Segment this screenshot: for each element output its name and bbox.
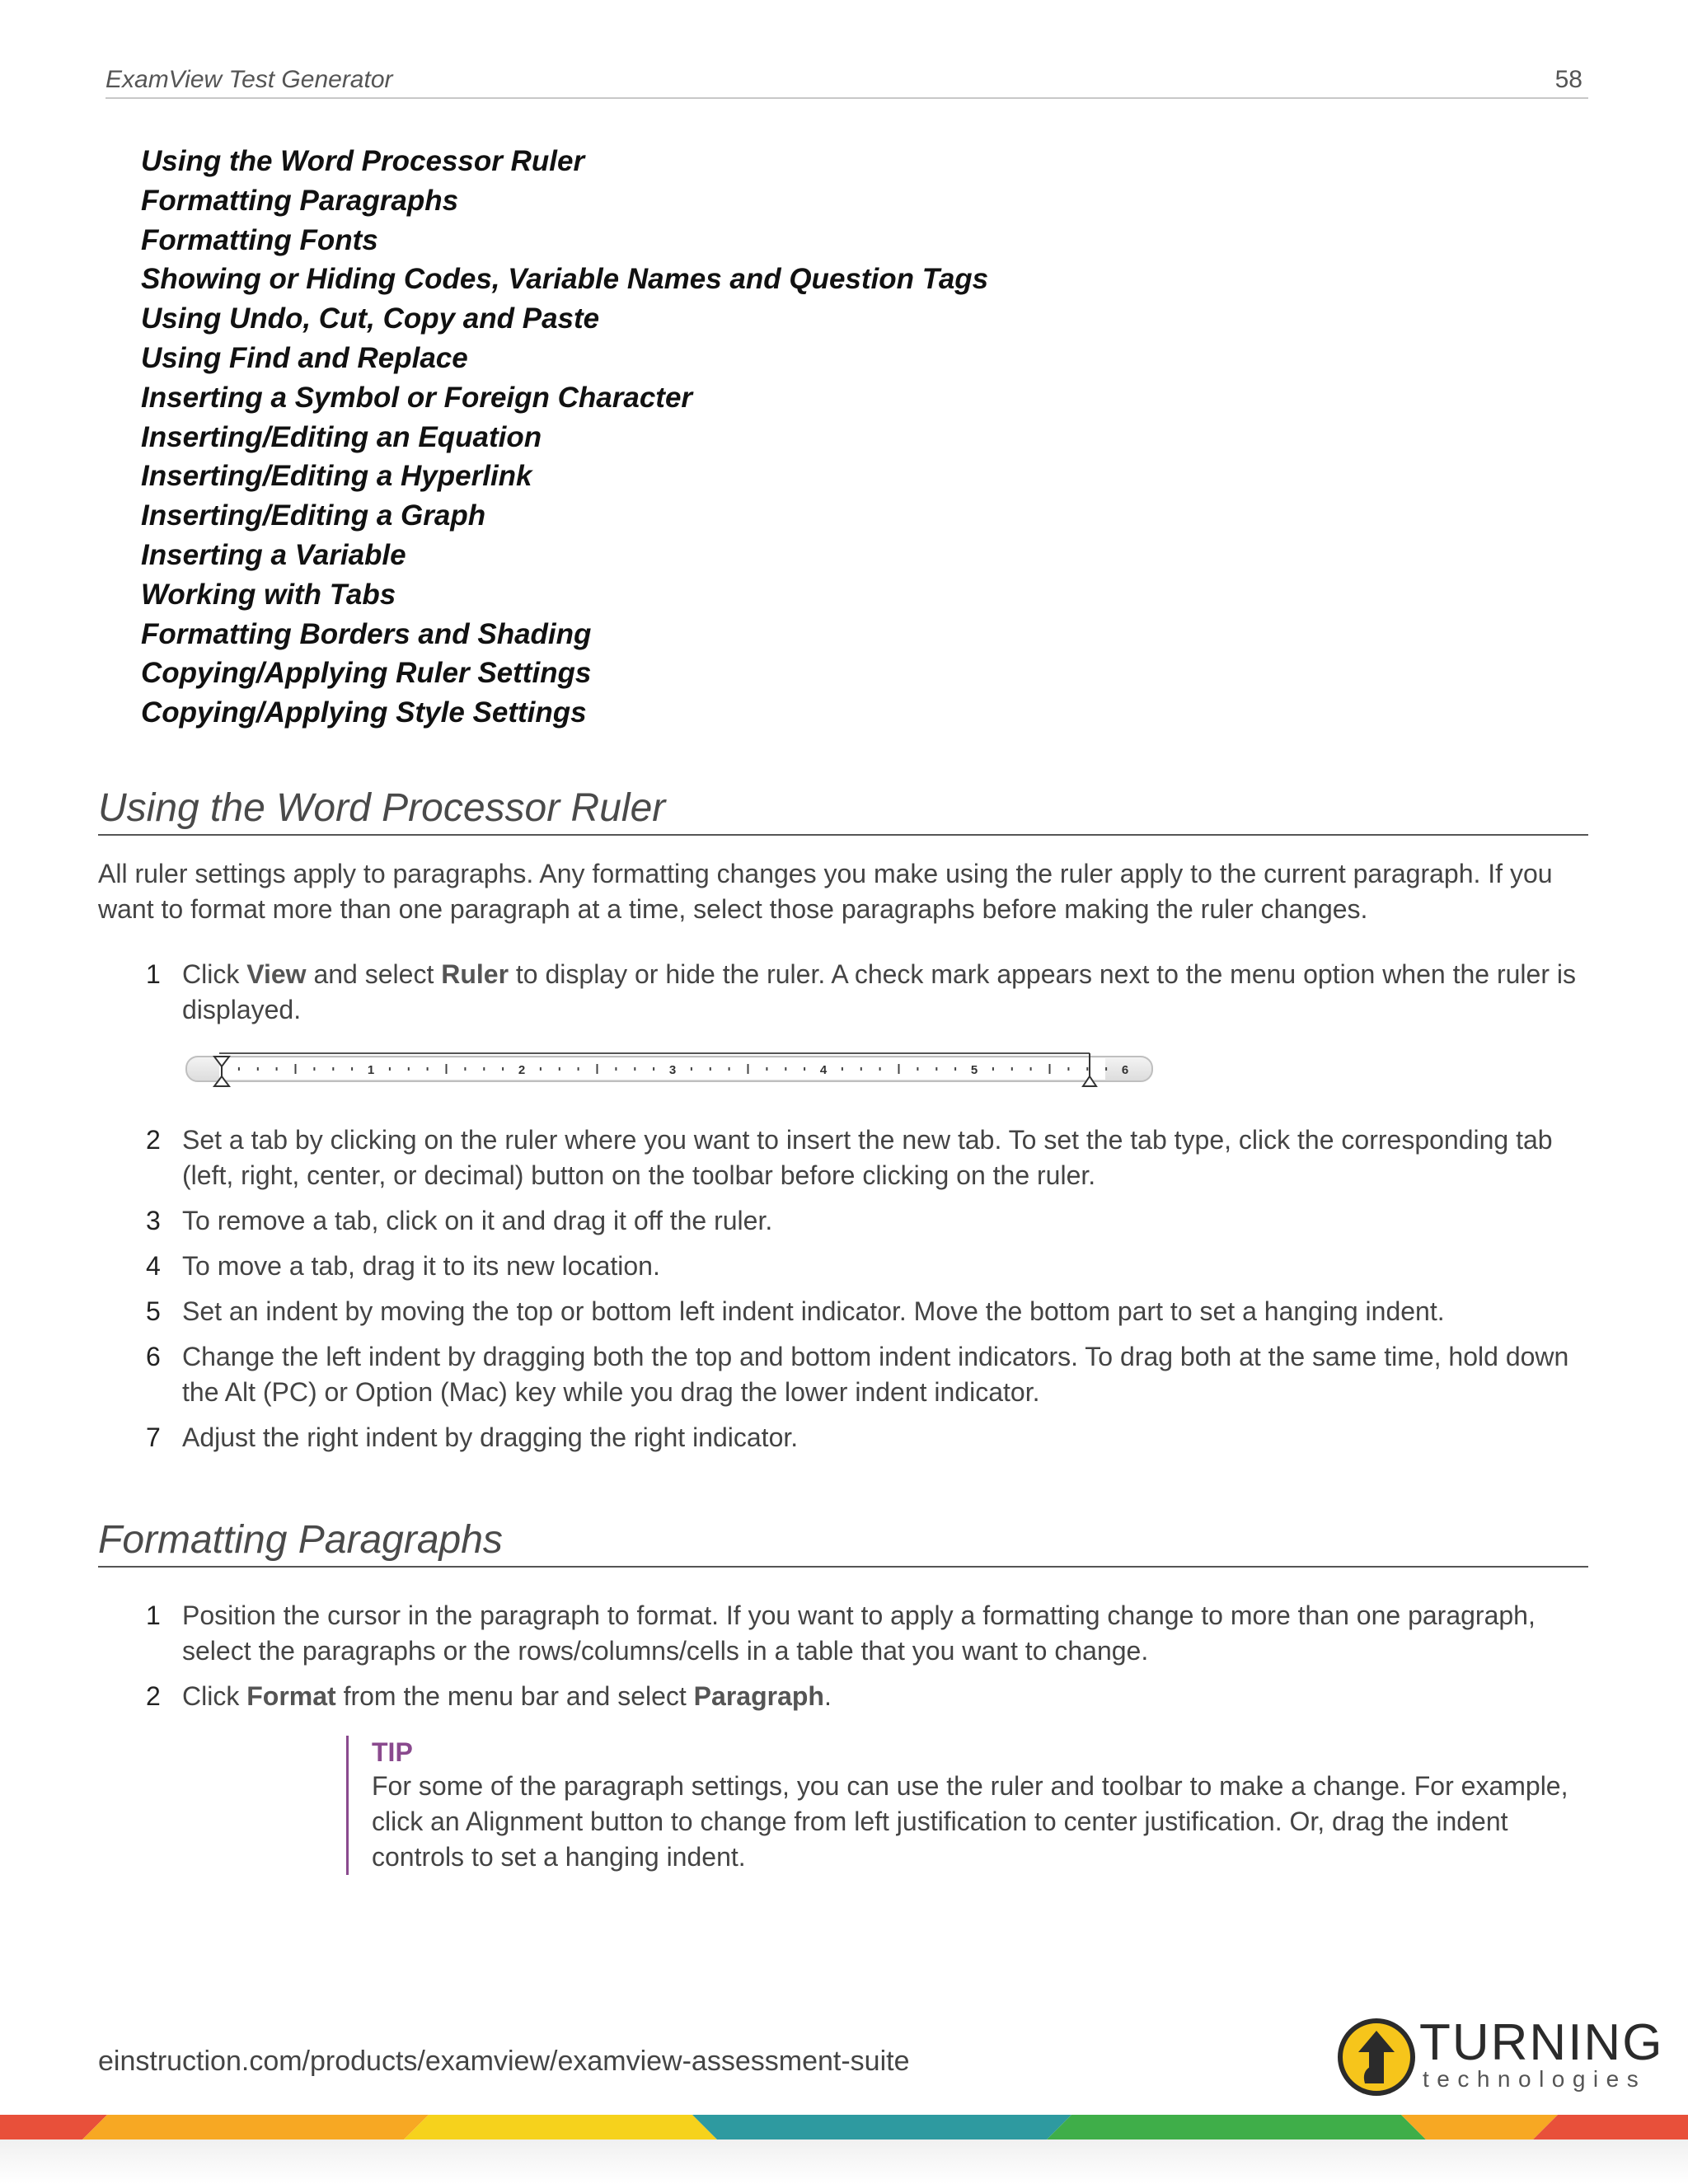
turning-arrow-icon [1337, 2018, 1416, 2097]
section-link-list [141, 142, 988, 733]
toc-link[interactable]: Formatting Borders and Shading [141, 617, 592, 650]
ruler-number: 3 [668, 1063, 677, 1077]
step-number: 1 [146, 959, 161, 989]
toc-link[interactable]: Formatting Fonts [141, 223, 378, 256]
ruler-steps-list-continued [98, 1122, 1588, 1455]
section-heading-ruler: Using the Word Processor Ruler [98, 785, 1588, 836]
step-text: Position the cursor in the paragraph to format. If you want to apply a formatting change to more than one paragraph, select the paragraphs or the rows/columns/cells in a table that you want to change. [182, 1601, 1536, 1666]
ruler-intro-paragraph: All ruler settings apply to paragraphs. Any formatting changes you make using the ruler apply to the current paragraph. If you want to format more than one paragraph at a time, select those paragraphs before making the ruler changes. [98, 859, 1553, 924]
footer-color-stripe [0, 2115, 1688, 2139]
toc-link[interactable]: Inserting a Variable [141, 538, 406, 571]
step-number: 5 [146, 1296, 161, 1326]
brand-subtitle: technologies [1423, 2066, 1647, 2092]
brand-name: TURNING [1419, 2014, 1664, 2071]
ruler-screenshot [185, 1050, 1154, 1090]
ruler-number: 6 [1121, 1063, 1129, 1077]
step-item [98, 1122, 1588, 1193]
step-text: To move a tab, drag it to its new location. [182, 1251, 660, 1281]
paragraph-steps-list [98, 1598, 1588, 1714]
step-number: 6 [146, 1342, 161, 1371]
step-text: from the menu bar and select [335, 1681, 694, 1711]
toc-link[interactable]: Inserting a Symbol or Foreign Character [141, 381, 693, 414]
toc-link[interactable]: Copying/Applying Ruler Settings [141, 657, 592, 690]
step-item [98, 1249, 1588, 1284]
step-item [98, 1598, 1588, 1669]
ruler-steps-list [98, 957, 1588, 1028]
toc-link[interactable]: Working with Tabs [141, 578, 396, 611]
step-item [98, 1420, 1588, 1455]
step-number: 3 [146, 1206, 161, 1235]
header-divider [106, 97, 1588, 99]
toc-link[interactable]: Using the Word Processor Ruler [141, 145, 585, 177]
section-heading-paragraphs: Formatting Paragraphs [98, 1516, 1588, 1568]
tip-label: TIP [372, 1737, 413, 1767]
step-text: Set a tab by clicking on the ruler where you want to insert the new tab. To set the tab type, click the corresponding tab (left, right, center, or decimal) button on the toolbar before clicking on the ruler. [182, 1125, 1553, 1190]
step-text: Set an indent by moving the top or bottom left indent indicator. Move the bottom part to set a hanging indent. [182, 1296, 1445, 1326]
toc-link[interactable]: Using Find and Replace [141, 341, 468, 374]
tip-text: For some of the paragraph settings, you can use the ruler and toolbar to make a change. For example, click an Alignment button to change from left justification to center justification. Or, drag the indent controls to set a hanging indent. [372, 1771, 1568, 1872]
ruler-number: 4 [819, 1063, 828, 1077]
step-number: 2 [146, 1681, 161, 1711]
step-text: Change the left indent by dragging both the top and bottom indent indicators. To drag both at the same time, hold down the Alt (PC) or Option (Mac) key while you drag the lower indent indicator. [182, 1342, 1569, 1407]
toc-link[interactable]: Inserting/Editing a Graph [141, 499, 486, 532]
menu-item-paragraph: Paragraph [693, 1681, 824, 1711]
step-item [98, 1679, 1588, 1714]
toc-link[interactable]: Formatting Paragraphs [141, 184, 459, 217]
step-item [98, 1294, 1588, 1329]
toc-link[interactable]: Inserting/Editing an Equation [141, 420, 542, 453]
step-item [98, 1203, 1588, 1239]
step-number: 1 [146, 1601, 161, 1630]
step-text: Click [182, 1681, 247, 1711]
step-number: 2 [146, 1125, 161, 1155]
menu-name-format: Format [246, 1681, 336, 1711]
toc-link[interactable]: Copying/Applying Style Settings [141, 696, 587, 729]
ruler-number: 1 [367, 1063, 375, 1077]
document-title: ExamView Test Generator [106, 66, 393, 93]
step-number: 4 [146, 1251, 161, 1281]
toc-link[interactable]: Using Undo, Cut, Copy and Paste [141, 302, 600, 335]
step-text: Click [182, 959, 247, 989]
step-text: and select [306, 959, 442, 989]
ruler-number: 5 [970, 1063, 978, 1077]
page-bottom-shade [0, 2139, 1688, 2184]
toc-link[interactable]: Inserting/Editing a Hyperlink [141, 460, 532, 493]
step-item [98, 957, 1588, 1028]
footer-url-link[interactable]: einstruction.com/products/examview/examview-assessment-suite [98, 2046, 910, 2077]
ruler-number: 2 [518, 1063, 526, 1077]
step-item [98, 1339, 1588, 1410]
menu-item-ruler: Ruler [441, 959, 509, 989]
step-text: to display or hide the ruler. A check mark appears next to the menu option when the ruler is displayed. [182, 959, 1576, 1024]
step-text: Adjust the right indent by dragging the right indicator. [182, 1422, 799, 1452]
menu-name-view: View [246, 959, 307, 989]
turning-technologies-logo [1337, 2014, 1664, 2105]
tip-callout [346, 1736, 1592, 1875]
step-number: 7 [146, 1422, 161, 1452]
step-text: To remove a tab, click on it and drag it off the ruler. [182, 1206, 773, 1235]
toc-link[interactable]: Showing or Hiding Codes, Variable Names and Question Tags [141, 263, 989, 296]
page-number: 58 [1554, 66, 1582, 93]
step-text: . [823, 1681, 832, 1711]
